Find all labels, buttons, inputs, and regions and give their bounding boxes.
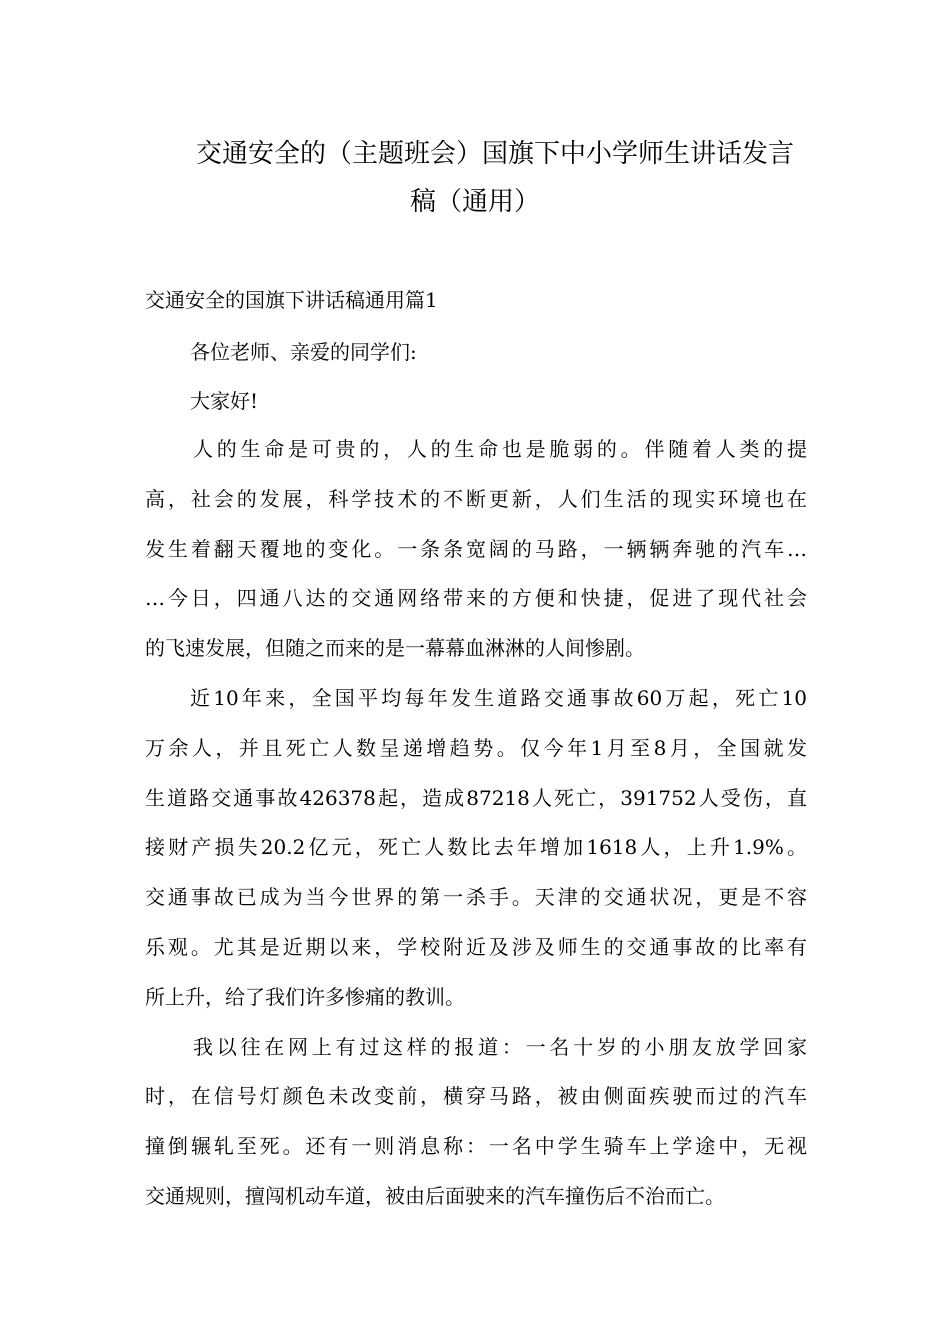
paragraph-line: 万余人，并且死亡人数呈递增趋势。仅今年1月至8月，全国就发 — [145, 736, 807, 760]
paragraph-line: 近10年来，全国平均每年发生道路交通事故60万起，死亡10 — [190, 686, 807, 710]
document-title-line-1: 交通安全的（主题班会）国旗下中小学师生讲话发言 — [195, 139, 794, 169]
paragraph-line: 交通事故已成为当今世界的第一杀手。天津的交通状况，更是不容 — [145, 885, 807, 909]
paragraph-line: 我以往在网上有过这样的报道：一名十岁的小朋友放学回家 — [193, 1035, 807, 1059]
paragraph-line: 接财产损失20.2亿元，死亡人数比去年增加1618人，上升1.9%。 — [145, 835, 807, 859]
paragraph-line: 高，社会的发展，科学技术的不断更新，人们生活的现实环境也在 — [145, 487, 807, 511]
paragraph-line: 所上升，给了我们许多惨痛的教训。 — [145, 985, 465, 1009]
section-heading: 交通安全的国旗下讲话稿通用篇1 — [145, 288, 438, 312]
paragraph-line: 生道路交通事故426378起，造成87218人死亡，391752人受伤，直 — [145, 786, 807, 810]
paragraph-line: 发生着翻天覆地的变化。一条条宽阔的马路，一辆辆奔驰的汽车… — [145, 537, 807, 561]
paragraph-line: 时，在信号灯颜色未改变前，横穿马路，被由侧面疾驶而过的汽车 — [145, 1084, 807, 1108]
document-title-line-2: 稿（通用） — [409, 187, 540, 217]
paragraph-line: 交通规则，擅闯机动车道，被由后面驶来的汽车撞伤后不治而亡。 — [145, 1184, 725, 1208]
paragraph-line: …今日，四通八达的交通网络带来的方便和快捷，促进了现代社会 — [145, 586, 807, 610]
paragraph-line: 人的生命是可贵的，人的生命也是脆弱的。伴随着人类的提 — [193, 437, 807, 461]
paragraph-line: 的飞速发展，但随之而来的是一幕幕血淋淋的人间惨剧。 — [145, 636, 645, 660]
paragraph-line: 撞倒辗轧至死。还有一则消息称：一名中学生骑车上学途中，无视 — [145, 1134, 807, 1158]
salutation: 各位老师、亲爱的同学们: — [190, 340, 417, 364]
greeting: 大家好! — [190, 389, 259, 413]
paragraph-line: 乐观。尤其是近期以来，学校附近及涉及师生的交通事故的比率有 — [145, 935, 807, 959]
